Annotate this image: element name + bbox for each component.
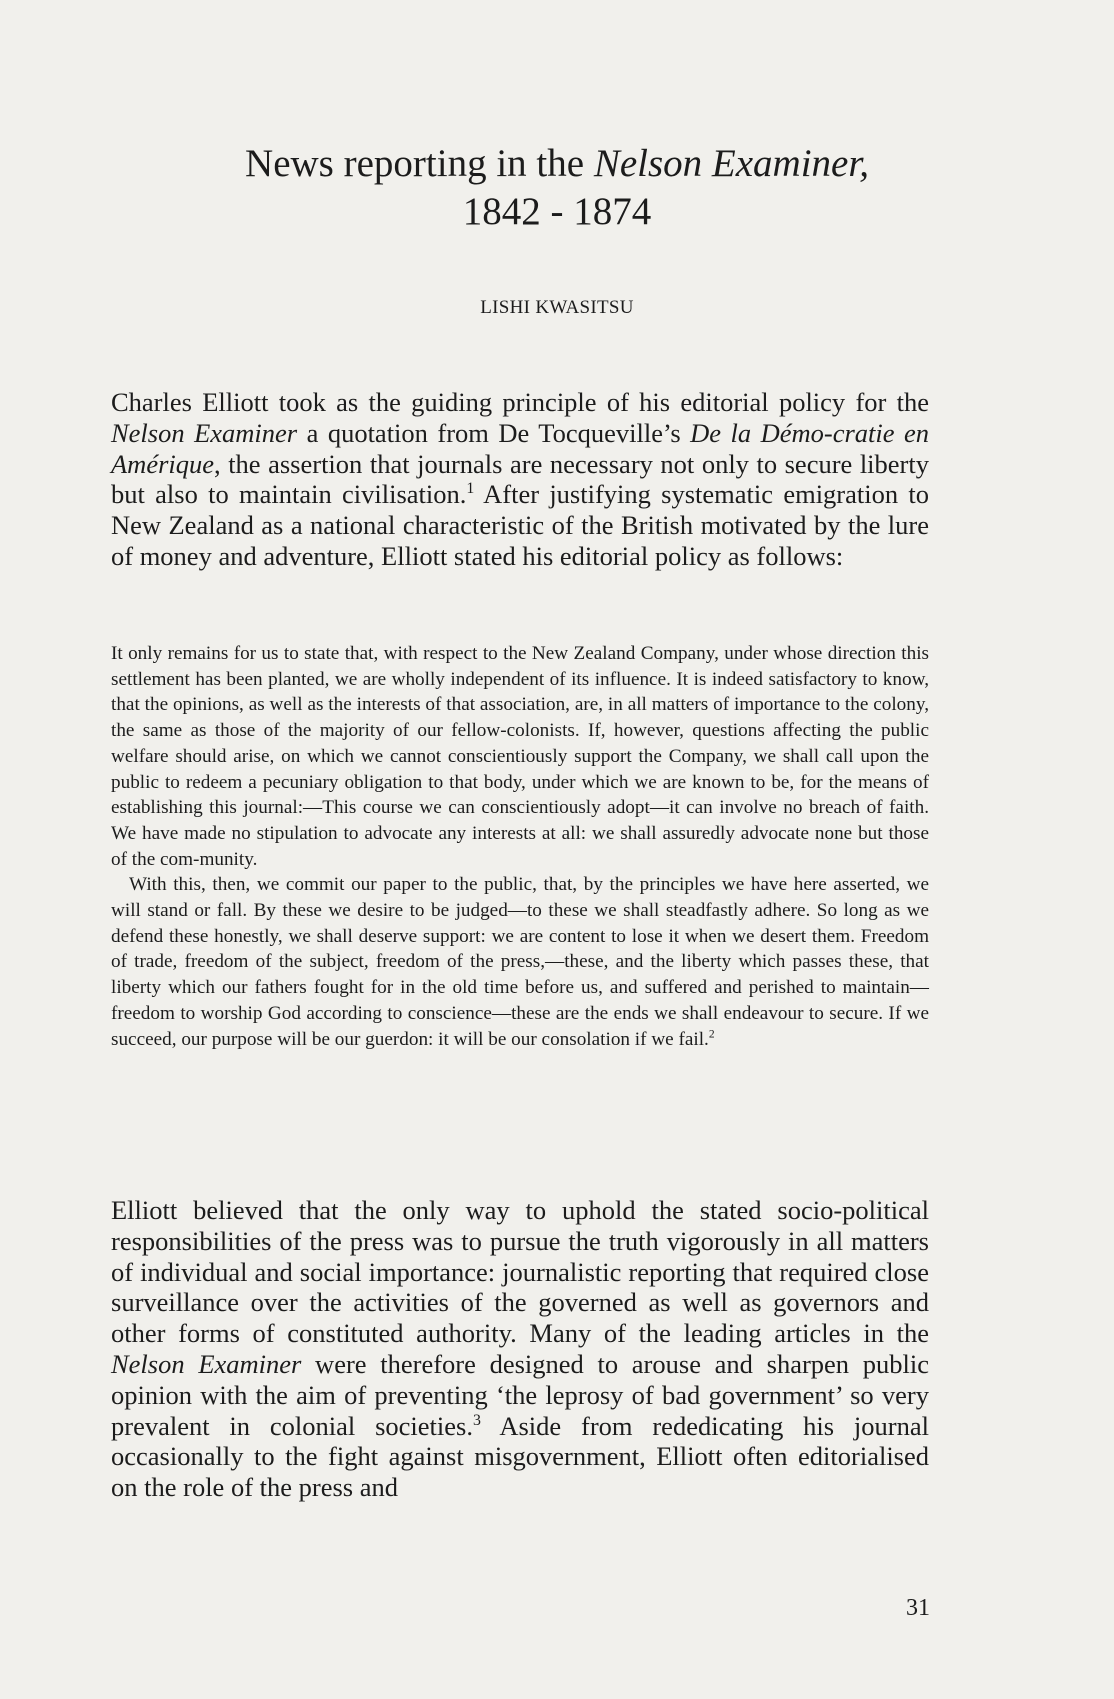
quote-paragraph-2 bbox=[111, 872, 929, 1052]
paragraph-3 bbox=[111, 1195, 929, 1503]
p3-text-3: Aside from rededicating his journal occasionally to the fight against misgovernment, Elliott often editorialised on the role of the press and bbox=[111, 1410, 929, 1503]
article-title bbox=[0, 140, 1114, 236]
block-quote bbox=[111, 641, 929, 1052]
title-line1-italic: Nelson Examiner, bbox=[593, 142, 869, 185]
author-name: LISHI KWASITSU bbox=[480, 297, 634, 318]
page-number: 31 bbox=[906, 1595, 930, 1621]
title-line1-prefix: News reporting in the bbox=[245, 142, 594, 185]
p3-text-2: were therefore designed to arouse and sharpen public opinion with the aim of preventing ‘the leprosy of bad government’ so very prevalent in colonial societies. bbox=[111, 1348, 929, 1441]
title-line2: 1842 - 1874 bbox=[462, 190, 652, 233]
p1-text-3: , the assertion that journals are necessary not only to secure liberty but also to maintain civilisation. bbox=[111, 448, 929, 510]
p3-italic-1: Nelson Examiner bbox=[111, 1348, 302, 1379]
footnote-ref-2: 2 bbox=[708, 1028, 715, 1041]
p1-text-2: a quotation from De Tocqueville’s bbox=[297, 417, 691, 448]
p1-text-4: After justifying systematic emigration to New Zealand as a national characteristic of the British motivated by the lure of money and adventure, Elliott stated his editorial policy as follows: bbox=[111, 479, 930, 571]
p1-text-1: Charles Elliott took as the guiding principle of his editorial policy for the bbox=[111, 387, 929, 417]
footnote-ref-1: 1 bbox=[466, 480, 475, 498]
footnote-ref-3: 3 bbox=[472, 1411, 481, 1429]
p1-italic-1: Nelson Examiner bbox=[111, 417, 298, 448]
quote-paragraph-1: It only remains for us to state that, with respect to the New Zealand Company, under whose direction this settlement has been planted, we are wholly independent of its influence. It is indeed satisfactory to know, that the opinions, as well as the interests of that association, are, in all matters of importance to the colony, the same as those of the majority of our fellow-colonists. If, however, questions affecting the public welfare should arise, on which we cannot conscientiously support the Company, we shall call upon the public to redeem a pecuniary obligation to that body, under which we are known to be, for the means of establishing this journal:—This course we can conscientiously adopt—it can involve no breach of faith. We have made no stipulation to advocate any interests at all: we shall assuredly advocate none but those of the com-munity. bbox=[111, 643, 929, 870]
quote-p2-text: With this, then, we commit our paper to the public, that, by the principles we have here asserted, we will stand or fall. By these we desire to be judged—to these we shall steadfastly adhere. So long as we defend these honestly, we shall deserve support: we are content to lose it when we desert them. Freedom of trade, freedom of the subject, freedom of the press,—these, and the liberty which passes these, that liberty which our fathers fought for in the old time before us, and suffered and perished to maintain—freedom to worship God according to conscience—these are the ends we shall endeavour to secure. If we succeed, our purpose will be our guerdon: it will be our consolation if we fail. bbox=[111, 874, 929, 1050]
paragraph-1 bbox=[111, 387, 929, 572]
p3-text-1: Elliott believed that the only way to uphold the stated socio-political responsibilities of the press was to pursue the truth vigorously in all matters of individual and social importance: journalistic reporting that required close surveillance over the activities of the governed as well as governors and other forms of constituted authority. Many of the leading articles in the bbox=[111, 1195, 929, 1349]
p1-italic-2: De la Démo-cratie en Amérique bbox=[111, 417, 929, 479]
